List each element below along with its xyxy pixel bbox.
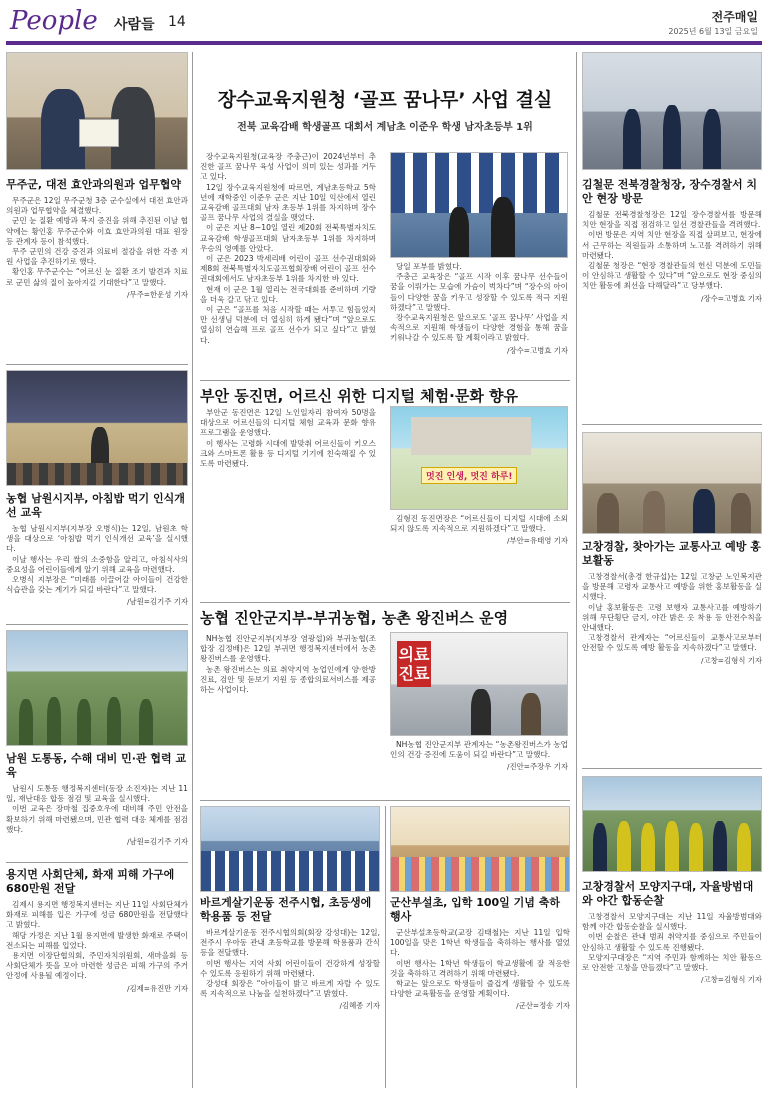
headline: 군산부설초, 입학 100일 기념 축하 행사 [390,896,560,923]
article-body [390,514,568,534]
article-patrol [582,880,762,1090]
subhead: 전북 교육감배 학생골프 대회서 계남초 이준우 학생 남자초등부 1위 [237,122,533,133]
issue-date: 2025년 6월 13일 금요일 [668,27,758,36]
headline: 용지면 사회단체, 화재 피해 가구에 680만원 전달 [6,868,175,895]
article-digital-continued [390,514,568,594]
paragraph: 고창경찰서(총경 한규섭)는 12일 고창군 노인복지관을 방문해 고령자 교통사고 예방을 위한 홍보활동을 실시했다. [582,572,762,602]
article-clinic-continued [390,740,568,796]
photo-rural-clinic [390,632,568,736]
article-body [390,262,568,344]
section-title-en: People [10,6,98,36]
paragraph: 이날 행사는 우리 쌀의 소중함을 알리고, 아침식사의 중요성을 어린이들에게 알기 위해 교육을 마련했다. [6,554,188,574]
paragraph: 이번 교육은 장마철 집중호우에 대비해 주민 안전을 확보하기 위해 마련됐으며, 민관 협력 대응 체계를 점검했다. [6,804,188,834]
paragraph: 부안군 동진면은 12일 노인일자리 참여자 50명을 대상으로 어르신들의 디지털 체험 교육과 문화 향유 프로그램을 운영했다. [200,408,376,438]
paragraph: 김철문 전북경찰청장은 12일 장수경찰서를 방문해 치안 현장을 직접 점검하고 일선 경찰관들을 격려했다. [582,210,762,230]
article-divider [6,364,188,365]
article-yongji [6,868,188,1090]
byline: /부안=유태영 기자 [506,536,568,546]
article-body [6,784,188,835]
article-body [6,900,188,982]
paragraph: 용지면 이장단협의회, 주민자치위원회, 새마을회 등 사회단체가 뜻을 모아 마련한 성금은 피해 가구의 주거 안정에 사용될 예정이다. [6,951,188,981]
paragraph: 해당 가정은 지난 1월 용지면에 발생한 화재로 주택이 전소되는 피해를 입었다. [6,930,188,950]
paragraph: 무주군은 12일 무주군청 3층 군수실에서 대전 효안과의원과 업무협약을 체결했다. [6,196,188,216]
headline: 남원 도통동, 수해 대비 민·관 협력 교육 [6,752,187,779]
byline: /진안=주장우 기자 [506,762,568,772]
byline: /김제=유진만 기자 [126,983,188,993]
article-body [200,408,376,469]
top-story-continued [390,262,568,378]
article-body [582,572,762,654]
byline: /김혜종 기자 [339,1001,380,1011]
masthead-rule [6,41,762,45]
byline: /장수=고병효 기자 [506,345,568,355]
article-divider [200,380,570,381]
photo-digital-event [390,406,568,510]
paragraph: 현재 이 군은 1월 열리는 전국대회를 준비하며 기량을 더욱 갈고 닦고 있다. [200,284,376,304]
article-body [390,928,570,999]
column-divider [576,52,577,1088]
paragraph: 이번 방문은 지역 치안 현장을 직접 살펴보고, 현장에서 근무하는 직원들과 소통하며 노고를 격려하기 위해 마련됐다. [582,230,762,260]
article-traffic [582,540,762,762]
article-divider [200,800,570,801]
paragraph: 무주 군민의 건강 증진과 의료비 절감을 위한 각종 지원 사업을 추진하기로 했다. [6,247,188,267]
paragraph: NH농협 진안군지부 관계자는 “농촌왕진버스가 농업인의 건강 증진에 도움이 되길 바란다”고 말했다. [390,740,568,760]
masthead [6,6,762,40]
paragraph: NH농협 진안군지부(지부장 염광섭)와 부귀농협(조합장 김정배)은 12일 부귀면 행정복지센터에서 농촌 왕진버스를 운영했다. [200,634,376,664]
article-divider [6,624,188,625]
article-mujugun [6,178,188,358]
column-divider [192,52,193,1088]
headline: 바르게살기운동 전주시협, 초등생에 학용품 등 전달 [200,896,372,923]
article-divider [6,862,188,863]
byline: /군산=정송 기자 [516,1001,570,1011]
byline: /남원=김기주 기자 [126,837,188,847]
paragraph: 바르게살기운동 전주시협의회(회장 강성대)는 12일, 전주시 우아동 관내 초등학교를 방문해 학용품과 간식 등을 전달했다. [200,928,380,958]
paragraph: 이 군은 “골프를 처음 시작할 때는 서투고 힘들었지만 선생님 덕분에 더 열심히 하게 됐다”며 “앞으로도 열심히 연습해 프로 골프 선수가 되고 싶다”고 밝혔다. [200,305,376,345]
clinic-sign: 의료 진료 [397,641,431,687]
photo-police-visit [582,52,762,170]
article-body [390,740,568,760]
paragraph: 군민 눈 질환 예방과 복지 증진을 위해 추진된 이날 협약에는 황인홍 무주군수와 이효 효안과의원 대표 원장 등 관계자 등이 참석했다. [6,216,188,246]
byline: /남원=김기주 기자 [126,597,188,607]
photo-school-celebration [390,806,570,892]
headline: 무주군, 대전 효안과의원과 업무협약 [6,178,182,191]
paragraph: 모양지구대장은 “지역 주민과 함께하는 치안 활동으로 안전한 고창을 만들겠다”고 말했다. [582,952,762,973]
article-body [6,196,188,288]
paragraph: 이 군은 지난 8~10일 열린 제20회 전북특별자치도교육감배 학생골프대회 남자초등부 1위를 차지하며 우승의 영예를 안았다. [200,223,376,253]
byline: /무주=한운성 기자 [126,289,188,299]
byline: /고창=김형식 기자 [700,655,762,665]
byline: /장수=고병효 기자 [700,293,762,303]
column-divider [385,806,386,1088]
paragraph: 강성대 회장은 “아이들이 밝고 바르게 자랄 수 있도록 지속적으로 나눔을 실천하겠다”고 밝혔다. [200,979,380,999]
article-body [6,524,188,595]
paragraph: 고창경찰서 관계자는 “어르신들이 교통사고로부터 안전할 수 있도록 예방 활동을 지속하겠다”고 말했다. [582,633,762,653]
headline: 농협 진안군지부-부귀농협, 농촌 왕진버스 운영 [200,609,509,627]
headline: 부안 동진면, 어르신 위한 디지털 체험·문화 향유 [200,387,519,405]
article-body [582,912,762,973]
photo-agri-school [6,370,188,486]
article-divider [200,602,570,603]
photo-night-patrol [582,776,762,872]
photo-volunteer-group [200,806,380,892]
paragraph: 농협 남원시지부(지부장 오병식)는 12일, 남원초 학생을 대상으로 ‘아침밥 먹기 인식개선 교육’을 실시했다. [6,524,188,554]
article-gunsan [390,896,570,1090]
top-story-header [200,88,570,136]
paragraph: 황인홍 무주군수는 “어르신 눈 질환 조기 발견과 치료로 군민 삶의 질이 높아지길 기대한다”고 말했다. [6,267,188,287]
photo-mujugun-agreement [6,52,188,170]
article-divider [582,768,762,769]
paragraph: 장수교육지원청(교육장 주충근)이 2024년부터 추진한 골프 꿈나무 육성 사업이 의미 있는 성과를 거두고 있다. [200,152,376,182]
paragraph: 학교는 앞으로도 학생들이 즐겁게 생활할 수 있도록 다양한 교육활동을 운영할 계획이다. [390,979,570,999]
paragraph: 이번 행사는 지역 사회 어린이들이 건강하게 성장할 수 있도록 응원하기 위해 마련됐다. [200,958,380,978]
article-digital [200,408,376,596]
page-number: 14 [168,14,186,30]
paragraph: 주충근 교육장은 “골프 시작 이후 꿈나무 선수들이 꿈을 이뤄가는 모습에 가슴이 벅차다”며 “장수의 아이들이 다양한 꿈을 키우고 성장할 수 있도록 적극 지원하겠다”고 말했다. [390,272,568,312]
headline: 장수교육지원청 ‘골프 꿈나무’ 사업 결실 [217,89,553,111]
paragraph: 이날 홍보활동은 고령 보행자 교통사고를 예방하기 위해 무단횡단 금지, 야간 밝은 옷 착용 등 안전수칙을 안내했다. [582,602,762,633]
paragraph: 김제시 용지면 행정복지센터는 지난 11일 사회단체가 화재로 피해를 입은 가구에 성금 680만원을 전달했다고 밝혔다. [6,900,188,930]
paragraph: 이번 순찰은 관내 범죄 취약지를 중심으로 주민들이 안심하고 생활할 수 있도록 진행됐다. [582,932,762,952]
paragraph: 고창경찰서 모양지구대는 지난 11일 자율방범대와 함께 야간 합동순찰을 실시했다. [582,912,762,932]
paragraph: 오병식 지부장은 “미래를 이끌어갈 아이들이 건강한 식습관을 갖는 계기가 되길 바란다”고 말했다. [6,575,188,595]
paragraph: 군산부설초등학교(교장 김태철)는 지난 11일 입학 100일을 맞은 1학년 학생들을 축하하는 행사를 열었다. [390,928,570,958]
top-story-body [200,152,376,372]
paragraph: 김형진 동진면장은 “어르신들이 디지털 시대에 소외되지 않도록 지속적으로 지원하겠다”고 말했다. [390,514,568,534]
headline: 고창경찰, 찾아가는 교통사고 예방 홍보활동 [582,540,761,567]
article-police [582,178,762,418]
paragraph: 이번 행사는 1학년 학생들이 학교생활에 잘 적응한 것을 축하하고 격려하기 위해 마련됐다. [390,958,570,978]
article-body [200,634,376,695]
photo-namwon-training [6,630,188,746]
photo-golf-award [390,152,568,258]
paragraph: 남원시 도통동 행정복지센터(동장 소진자)는 지난 11일, 재난대응 합동 점검 및 교육을 실시했다. [6,784,188,804]
article-agri-school [6,492,188,618]
article-body [582,210,762,292]
article-clinic [200,634,376,794]
article-body [200,928,380,999]
paragraph: 12일 장수교육지원청에 따르면, 계남초등학교 5학년에 재학중인 이준우 군은 지난 10일 익산에서 열린 교육감배 골프대회 남자 초등부 1위를 차지하며 장수 골프 꿈나무 사업의 결실을 맺었다. [200,182,376,223]
article-volunteer [200,896,380,1090]
paragraph: 이 행사는 고령화 시대에 발맞춰 어르신들이 키오스크와 스마트폰 활용 등 디지털 기기에 친숙해질 수 있도록 마련됐다. [200,438,376,469]
paragraph: 김철문 청장은 “현장 경찰관들의 헌신 덕분에 도민들이 안심하고 생활할 수 있다”며 “앞으로도 현장 중심의 치안 활동에 최선을 다해달라”고 당부했다. [582,261,762,291]
headline: 고창경찰서 모양지구대, 자율방범대와 야간 합동순찰 [582,880,754,907]
paragraph: 농촌 왕진버스는 의료 취약지역 농업인에게 양·한방 진료, 검안 및 돋보기 지원 등 종합의료서비스를 제공하는 사업이다. [200,664,376,695]
paragraph: 장수교육지원청은 앞으로도 ‘골프 꿈나무’ 사업을 지속적으로 지원해 학생들이 다양한 경험을 통해 꿈을 키워나갈 수 있도록 할 계획이라고 밝혔다. [390,313,568,343]
event-banner: 멋진 인생, 멋진 하루! [421,467,517,484]
article-body [200,152,376,346]
paragraph: 당일 포부를 밝혔다. [396,262,462,271]
article-namwon [6,752,188,856]
newspaper-name: 전주매일 [711,10,758,24]
headline: 농협 남원시지부, 아침밥 먹기 인식개선 교육 [6,492,185,519]
headline: 김철문 전북경찰청장, 장수경찰서 치안 현장 방문 [582,178,758,205]
article-divider [582,424,762,425]
paragraph: 이 군은 2023 박세리배 어린이 골프 선수권대회와 제8회 전북특별자치도골프협회장배 어린이 골프 선수권대회에서도 남자초등부 1위를 차지한 바 있다. [200,254,376,284]
digital-header [200,386,570,408]
clinic-header [200,608,570,630]
section-title-ko: 사람들 [114,17,155,33]
photo-traffic-safety [582,432,762,534]
byline: /고창=김형식 기자 [700,975,762,985]
